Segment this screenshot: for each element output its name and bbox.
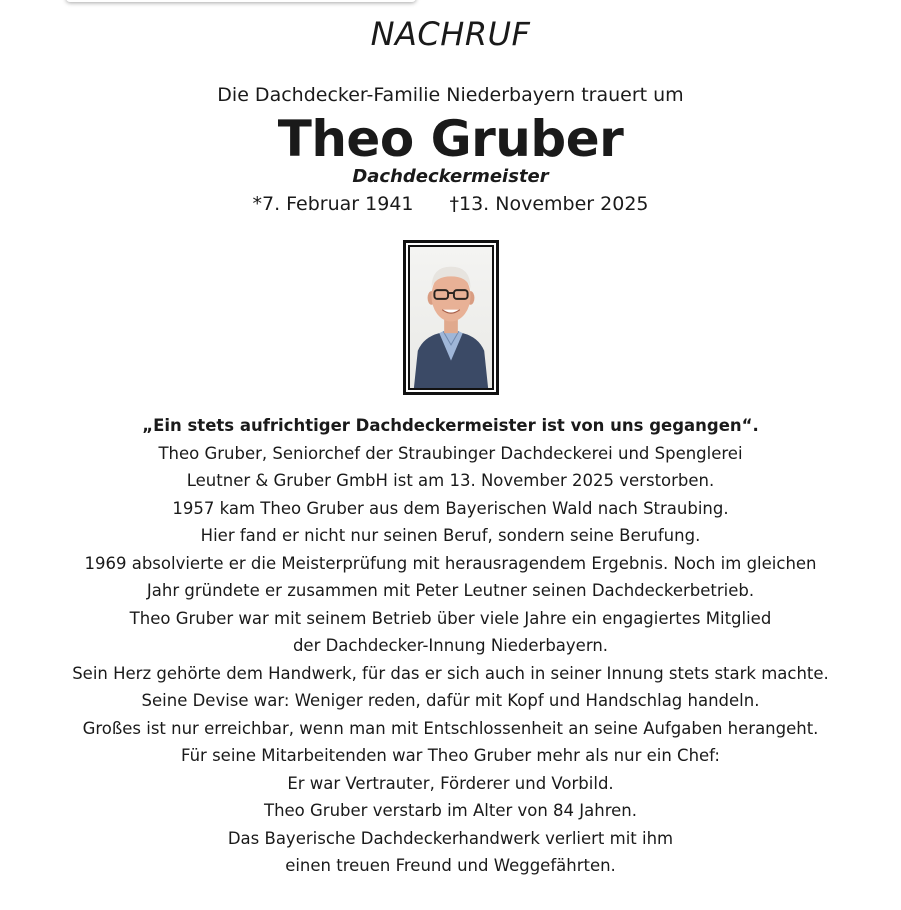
life-dates: [0, 191, 901, 217]
portrait-illustration: [410, 247, 492, 388]
text-line: Theo Gruber war mit seinem Betrieb über viele Jahre ein engagiertes Mitglied: [129, 608, 772, 628]
tribute-quote: „Ein stets aufrichtiger Dachdeckermeister ist von uns gegangen“.: [142, 416, 759, 435]
birth-date: *7. Februar 1941: [252, 193, 414, 215]
text-line: Für seine Mitarbeitenden war Theo Gruber mehr als nur ein Chef:: [181, 746, 720, 765]
text-line: der Dachdecker-Innung Niederbayern.: [292, 636, 609, 655]
text-line: Sein Herz gehörte dem Handwerk, für das er sich auch in seiner Innung stets stark machte.: [72, 663, 829, 683]
obituary-text: [0, 412, 901, 880]
deceased-name: Theo Gruber: [277, 110, 624, 168]
text-line: 1957 kam Theo Gruber aus dem Bayerischen Wald nach Straubing.: [172, 498, 729, 518]
text-line: Großes ist nur erreichbar, wenn man mit Entschlossenheit an seine Aufgaben herangeht.: [82, 718, 819, 738]
text-line: Theo Gruber verstarb im Alter von 84 Jahren.: [263, 801, 638, 820]
previous-card-edge: [66, 0, 416, 2]
text-line: Theo Gruber, Seniorchef der Straubinger Dachdeckerei und Spenglerei: [158, 443, 743, 463]
portrait-frame: [403, 240, 499, 395]
intro-line: Die Dachdecker-Familie Niederbayern trauert um: [217, 84, 684, 106]
text-line: Er war Vertrauter, Förderer und Vorbild.: [287, 773, 614, 793]
text-line: einen treuen Freund und Weggefährten.: [285, 856, 616, 875]
text-line: Seine Devise war: Weniger reden, dafür mit Kopf und Handschlag handeln.: [141, 691, 760, 710]
death-date: †13. November 2025: [449, 193, 649, 215]
portrait-photo: [408, 245, 494, 390]
text-line: Das Bayerische Dachdeckerhandwerk verliert mit ihm: [227, 828, 674, 848]
text-line: Hier fand er nicht nur seinen Beruf, sondern seine Berufung.: [200, 526, 701, 545]
text-line: 1969 absolvierte er die Meisterprüfung mit herausragendem Ergebnis. Noch im gleichen: [84, 553, 817, 573]
obituary-heading: NACHRUF: [370, 15, 531, 53]
text-line: Jahr gründete er zusammen mit Peter Leutner seinen Dachdeckerbetrieb.: [146, 581, 755, 600]
text-line: Leutner & Gruber GmbH ist am 13. November 2025 verstorben.: [186, 471, 715, 490]
profession: Dachdeckermeister: [352, 166, 549, 187]
